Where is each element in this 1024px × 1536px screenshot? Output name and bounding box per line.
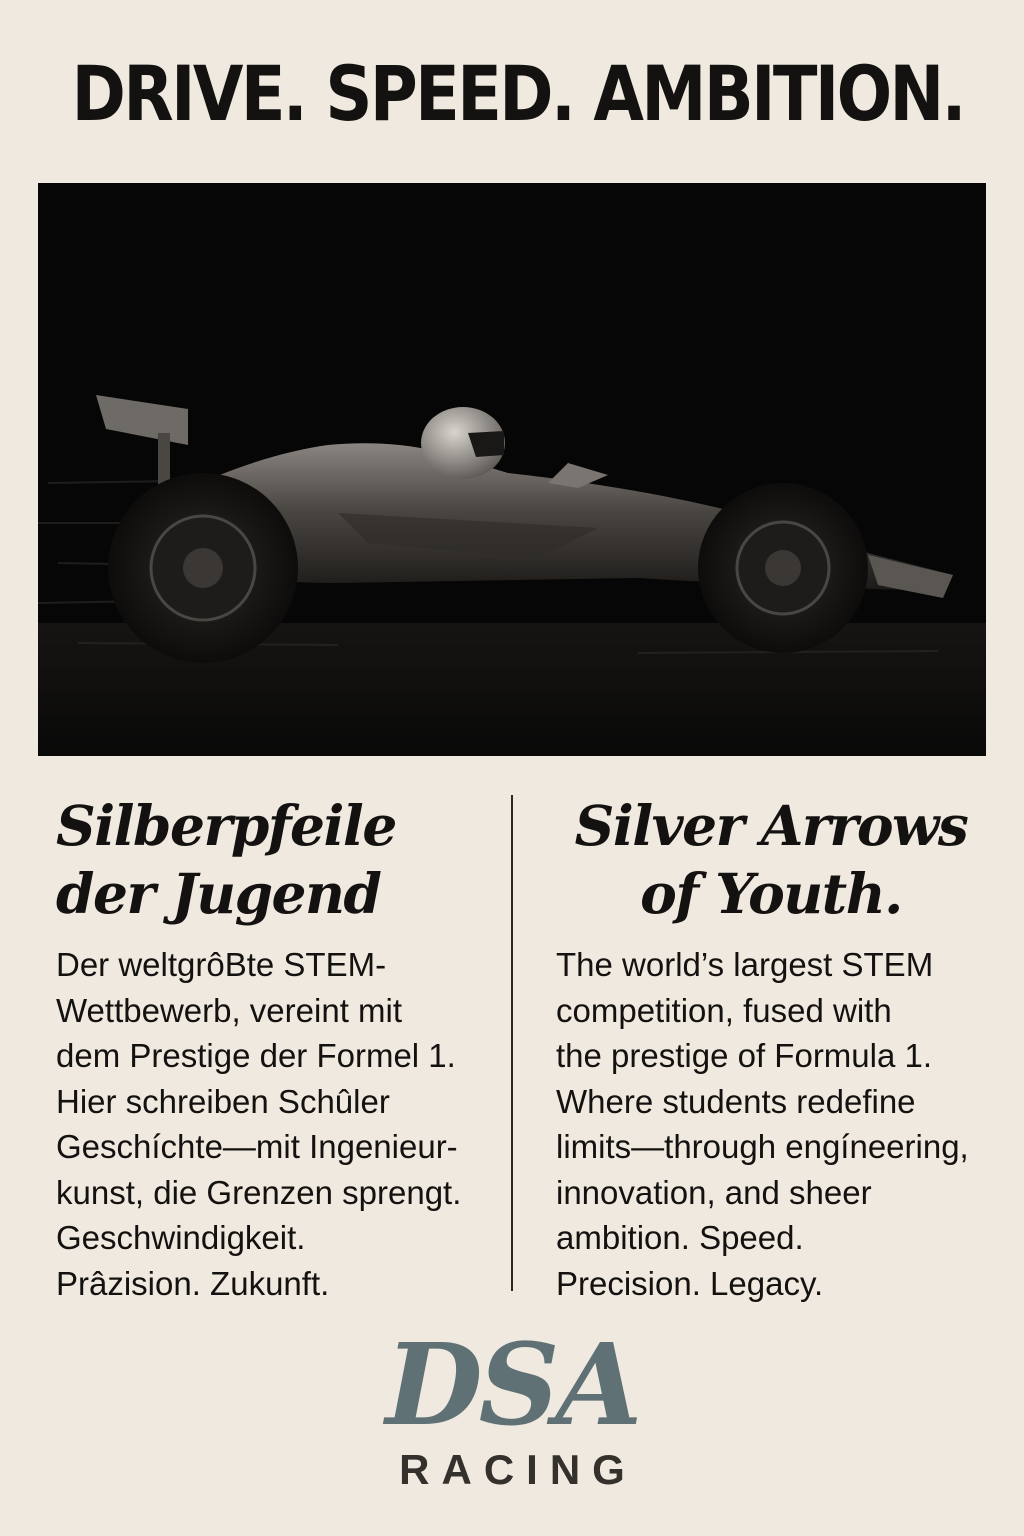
german-title-line: der Jugend (56, 861, 381, 926)
english-title (556, 792, 986, 928)
front-wheel (698, 483, 868, 653)
german-title (56, 792, 496, 928)
german-body-line: Der weltgrôBte STEM- (56, 946, 387, 983)
english-body-line: limits—through engíneering, (556, 1128, 969, 1165)
headline: DRIVE. SPEED. AMBITION. (71, 49, 964, 138)
german-body-line: Hier schreiben Schûler (56, 1082, 390, 1120)
logo-subtitle: RACING (399, 1446, 637, 1493)
race-car-photo (38, 183, 986, 756)
german-body-line: dem Prestige der Formel 1. (56, 1037, 456, 1074)
english-body-line: ambition. Speed. (556, 1219, 804, 1256)
english-body-line: the prestige of Formula 1. (556, 1037, 933, 1074)
english-title-line: Silver Arrows (574, 793, 968, 858)
german-body-line: Geschwindigkeit. (56, 1219, 306, 1256)
german-body (56, 942, 496, 1306)
logo-mark: DSA (385, 1320, 639, 1451)
german-body-line: Wettbewerb, vereint mit (56, 991, 403, 1029)
english-body-line: Where students redefine (556, 1082, 916, 1120)
german-title-line: Silberpfeile (56, 793, 396, 858)
column-divider (511, 795, 513, 1291)
german-body-line: Prâzision. Zukunft. (56, 1264, 330, 1302)
race-car-illustration (38, 183, 986, 756)
rear-wheel (108, 473, 298, 663)
german-body-line: kunst, die Grenzen sprengt. (56, 1173, 462, 1211)
english-body-line: Precision. Legacy. (556, 1264, 824, 1302)
german-column (56, 792, 496, 1306)
english-body-line: The world’s largest STEM (556, 946, 934, 983)
english-body-line: innovation, and sheer (556, 1173, 872, 1211)
english-title-line: of Youth. (640, 861, 902, 926)
english-body (556, 942, 1006, 1306)
german-body-line: Geschíchte—mit Ingenieur- (56, 1128, 458, 1165)
english-body-line: competition, fused with (556, 991, 892, 1029)
english-column (556, 792, 1006, 1306)
dsa-racing-logo (0, 1320, 1024, 1494)
